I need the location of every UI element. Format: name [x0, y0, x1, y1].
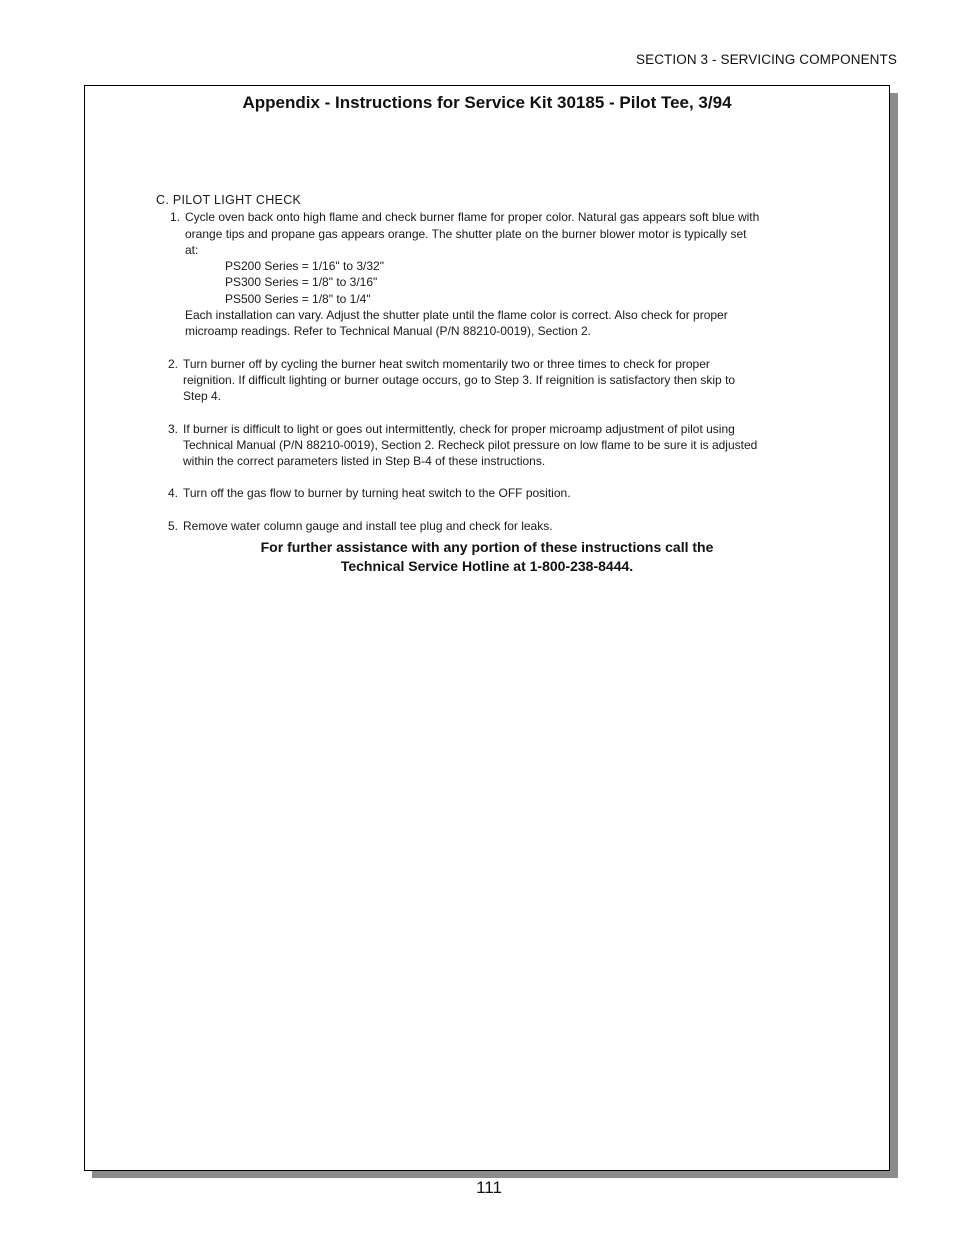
pilot-light-check-section — [156, 192, 836, 534]
section-heading: C. PILOT LIGHT CHECK — [156, 193, 302, 207]
step-4 — [156, 485, 836, 501]
step-line: Turn off the gas flow to burner by turning heat switch to the OFF position. — [183, 486, 571, 501]
step-line: Cycle oven back onto high flame and check burner flame for proper color. Natural gas appears soft blue with — [185, 210, 760, 225]
step-line: within the correct parameters listed in Step B-4 of these instructions. — [183, 454, 546, 469]
step-3 — [156, 421, 836, 470]
step-number: 3. — [168, 421, 179, 436]
step-line: Each installation can vary. Adjust the shutter plate until the flame color is correct. Also check for proper — [185, 308, 728, 323]
spec-line: PS300 Series = 1/8" to 3/16" — [225, 275, 378, 290]
step-number: 4. — [168, 486, 179, 501]
appendix-frame — [84, 85, 890, 1171]
step-2 — [156, 356, 836, 405]
spec-line: PS500 Series = 1/8" to 1/4" — [225, 291, 371, 306]
step-number: 1. — [170, 210, 181, 225]
step-1 — [156, 209, 836, 339]
hotline-line: Technical Service Hotline at 1-800-238-8444. — [340, 558, 634, 574]
step-number: 2. — [168, 356, 179, 371]
step-line: Technical Manual (P/N 88210-0019), Section 2. Recheck pilot pressure on low flame to be sure it is adjusted — [183, 437, 758, 452]
appendix-title: Appendix - Instructions for Service Kit 30185 - Pilot Tee, 3/94 — [242, 93, 732, 112]
step-line: If burner is difficult to light or goes out intermittently, check for proper microamp adjustment of pilot using — [183, 421, 735, 436]
assistance-note — [85, 538, 889, 576]
page-number: 111 — [476, 1178, 502, 1197]
step-line: reignition. If difficult lighting or burner outage occurs, go to Step 3. If reignition is satisfactory then skip to — [183, 372, 736, 387]
step-line: orange tips and propane gas appears orange. The shutter plate on the burner blower motor is typically set — [185, 226, 747, 241]
step-line: Step 4. — [183, 389, 222, 404]
spec-line: PS200 Series = 1/16" to 3/32" — [225, 259, 384, 274]
section-header: SECTION 3 - SERVICING COMPONENTS — [636, 52, 897, 67]
step-line: Turn burner off by cycling the burner heat switch momentarily two or three times to check for proper — [183, 356, 710, 371]
step-line: microamp readings. Refer to Technical Manual (P/N 88210-0019), Section 2. — [185, 324, 591, 339]
step-number: 5. — [168, 518, 179, 533]
step-line: Remove water column gauge and install tee plug and check for leaks. — [183, 518, 553, 533]
step-line: at: — [185, 242, 199, 257]
step-5 — [156, 518, 836, 534]
assistance-line: For further assistance with any portion of these instructions call the — [260, 539, 714, 555]
